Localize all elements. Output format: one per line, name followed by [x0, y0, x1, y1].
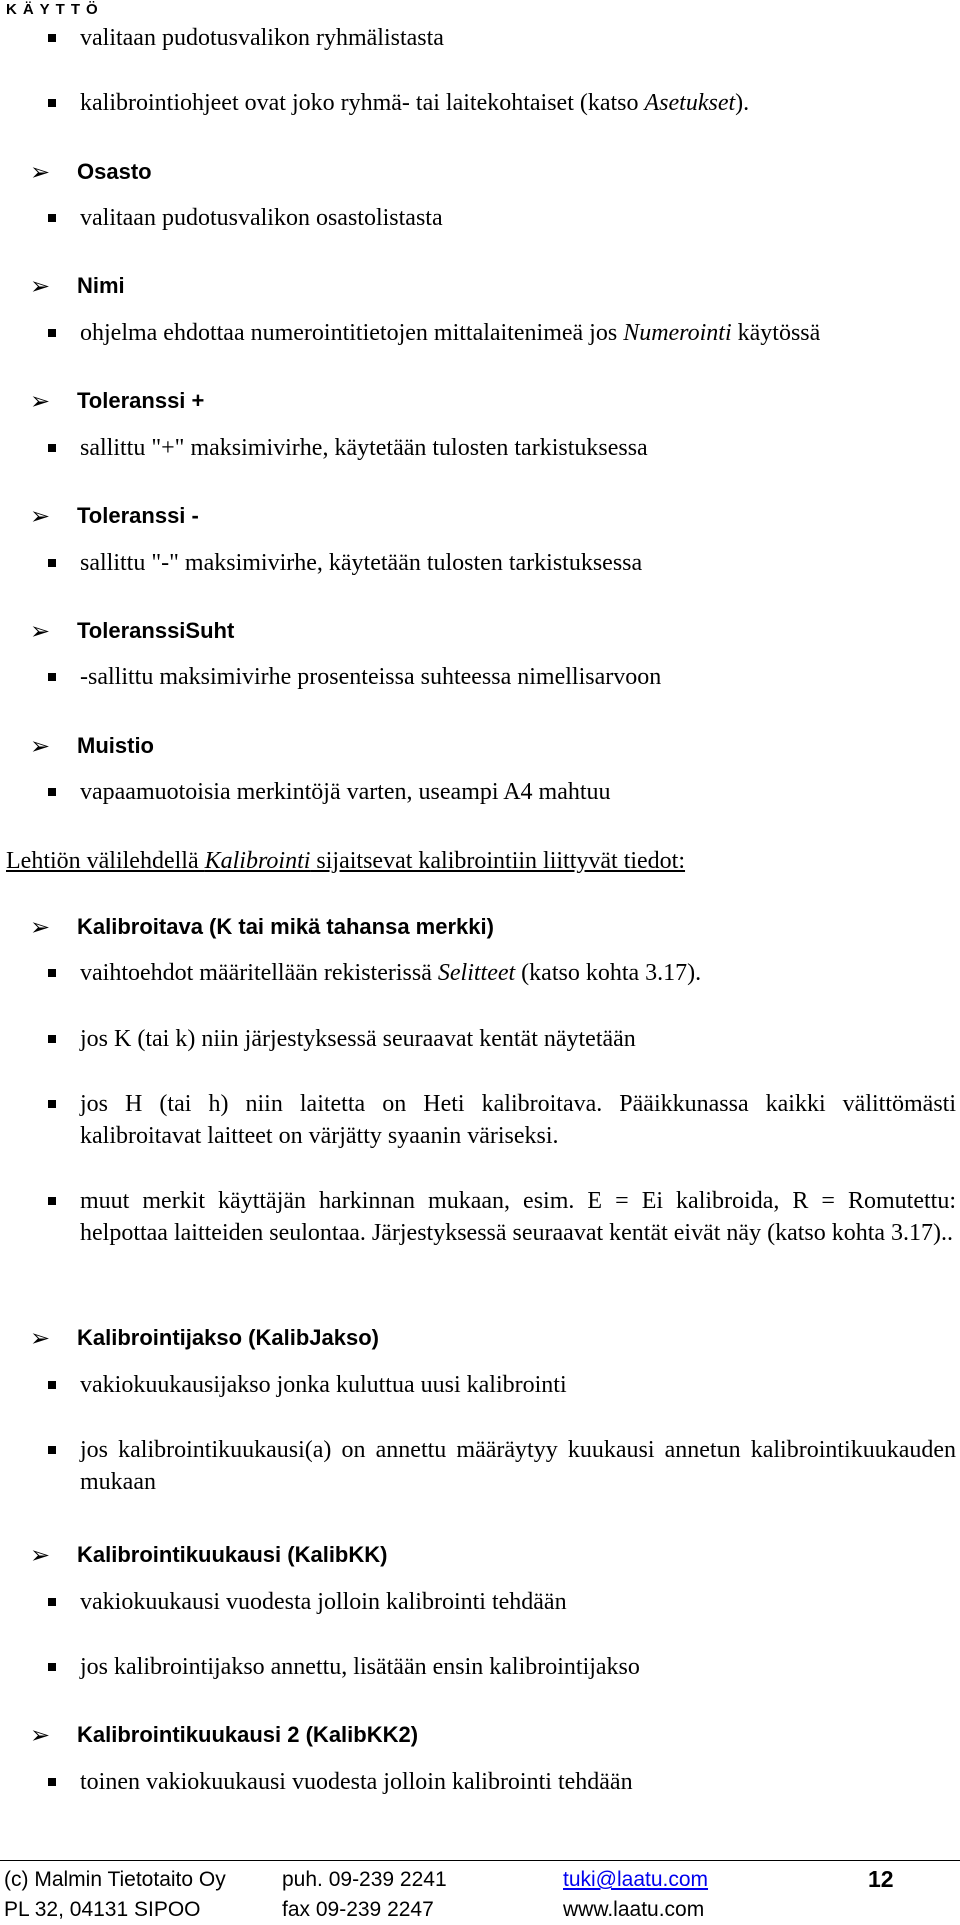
arrow-bullet-icon: ➢ — [30, 387, 51, 415]
reference-selitteet: Selitteet — [437, 960, 516, 986]
bullet-text: sallittu "-" maksimivirhe, käytetään tulosten tarkistuksessa — [80, 550, 643, 576]
bullet-square — [48, 559, 56, 567]
bullet-square — [48, 1663, 56, 1671]
arrow-bullet-icon: ➢ — [30, 1541, 51, 1569]
bullet-text: -sallittu maksimivirhe prosenteissa suhteessa nimellisarvoon — [80, 664, 662, 690]
footer-website[interactable]: www.laatu.com — [563, 1898, 705, 1921]
footer-address: PL 32, 04131 SIPOO — [4, 1898, 201, 1921]
bullet-square — [48, 969, 56, 977]
arrow-bullet-icon: ➢ — [30, 732, 51, 760]
field-heading-kalibroitava: Kalibroitava (K tai mikä tahansa merkki) — [77, 914, 494, 939]
reference-numerointi: Numerointi — [623, 320, 732, 346]
arrow-bullet-icon: ➢ — [30, 272, 51, 300]
bullet-square — [48, 329, 56, 337]
bullet-text: ohjelma ehdottaa numerointitietojen mittalaitenimeä jos Numerointi käytössä — [80, 320, 821, 346]
field-heading-muistio: Muistio — [77, 733, 154, 758]
bullet-square — [48, 444, 56, 452]
bullet-square — [48, 34, 56, 42]
bullet-text: vaihtoehdot määritellään rekisterissä Selitteet (katso kohta 3.17). — [80, 960, 702, 986]
footer-phone: puh. 09-239 2241 — [282, 1868, 447, 1891]
field-heading-nimi: Nimi — [77, 273, 125, 298]
bullet-text: sallittu "+" maksimivirhe, käytetään tulosten tarkistuksessa — [80, 435, 648, 461]
field-heading-kalibkk: Kalibrointikuukausi (KalibKK) — [77, 1542, 388, 1567]
arrow-bullet-icon: ➢ — [30, 913, 51, 941]
bullet-square — [48, 214, 56, 222]
section-intro: Lehtiön välilehdellä Kalibrointi sijaitsevat kalibrointiin liittyvät tiedot: — [6, 848, 686, 874]
bullet-square — [48, 1100, 56, 1108]
page-number: 12 — [868, 1866, 894, 1892]
field-heading-kalibkk2: Kalibrointikuukausi 2 (KalibKK2) — [77, 1722, 419, 1747]
bullet-text: muut merkit käyttäjän harkinnan mukaan, esim. E = Ei kalibroida, R = Romutettu: helpottaa laitteiden seulontaa. Järjestyksessä seuraavat kentät eivät näy (katso kohta 3.17).. — [80, 1188, 956, 1246]
bullet-text: kalibrointiohjeet ovat joko ryhmä- tai laitekohtaiset (katso Asetukset). — [80, 90, 750, 116]
bullet-text: valitaan pudotusvalikon osastolistasta — [80, 205, 443, 231]
bullet-text: jos H (tai h) niin laitetta on Heti kalibroitava. Pääikkunassa kaikki välittömästi kalibroitavat laitteet on värjätty syaanin väriseksi. — [80, 1091, 956, 1149]
section-header: KÄYTTÖ — [6, 1, 104, 18]
footer-email-link[interactable]: tuki@laatu.com — [563, 1868, 709, 1891]
field-heading-osasto: Osasto — [77, 159, 152, 184]
footer-divider — [0, 1860, 960, 1861]
bullet-text: vakiokuukausijakso jonka kuluttua uusi kalibrointi — [80, 1372, 567, 1398]
bullet-square — [48, 673, 56, 681]
bullet-square — [48, 1197, 56, 1205]
bullet-square — [48, 1381, 56, 1389]
bullet-square — [48, 788, 56, 796]
bullet-text: jos kalibrointikuukausi(a) on annettu määräytyy kuukausi annetun kalibrointikuukauden mukaan — [80, 1437, 956, 1495]
arrow-bullet-icon: ➢ — [30, 502, 51, 530]
footer-fax: fax 09-239 2247 — [282, 1898, 434, 1921]
arrow-bullet-icon: ➢ — [30, 1721, 51, 1749]
field-heading-toleranssi-minus: Toleranssi - — [77, 503, 199, 528]
arrow-bullet-icon: ➢ — [30, 1324, 51, 1352]
bullet-square — [48, 1598, 56, 1606]
bullet-text: jos kalibrointijakso annettu, lisätään ensin kalibrointijakso — [80, 1654, 640, 1680]
bullet-square — [48, 1446, 56, 1454]
bullet-text: vapaamuotoisia merkintöjä varten, useampi A4 mahtuu — [80, 779, 611, 805]
bullet-text: valitaan pudotusvalikon ryhmälistasta — [80, 25, 444, 51]
bullet-text: jos K (tai k) niin järjestyksessä seuraavat kentät näytetään — [80, 1026, 636, 1052]
footer-company: (c) Malmin Tietotaito Oy — [4, 1868, 226, 1891]
bullet-text: vakiokuukausi vuodesta jolloin kalibrointi tehdään — [80, 1589, 567, 1615]
field-heading-toleranssi-plus: Toleranssi + — [77, 388, 205, 413]
bullet-text: toinen vakiokuukausi vuodesta jolloin kalibrointi tehdään — [80, 1769, 633, 1795]
field-heading-toleranssisuht: ToleranssiSuht — [77, 618, 235, 643]
arrow-bullet-icon: ➢ — [30, 158, 51, 186]
reference-kalibrointi: Kalibrointi — [204, 848, 311, 874]
arrow-bullet-icon: ➢ — [30, 617, 51, 645]
bullet-square — [48, 1778, 56, 1786]
bullet-square — [48, 1035, 56, 1043]
reference-asetukset: Asetukset — [644, 90, 736, 116]
field-heading-kalibjakso: Kalibrointijakso (KalibJakso) — [77, 1325, 379, 1350]
bullet-square — [48, 99, 56, 107]
